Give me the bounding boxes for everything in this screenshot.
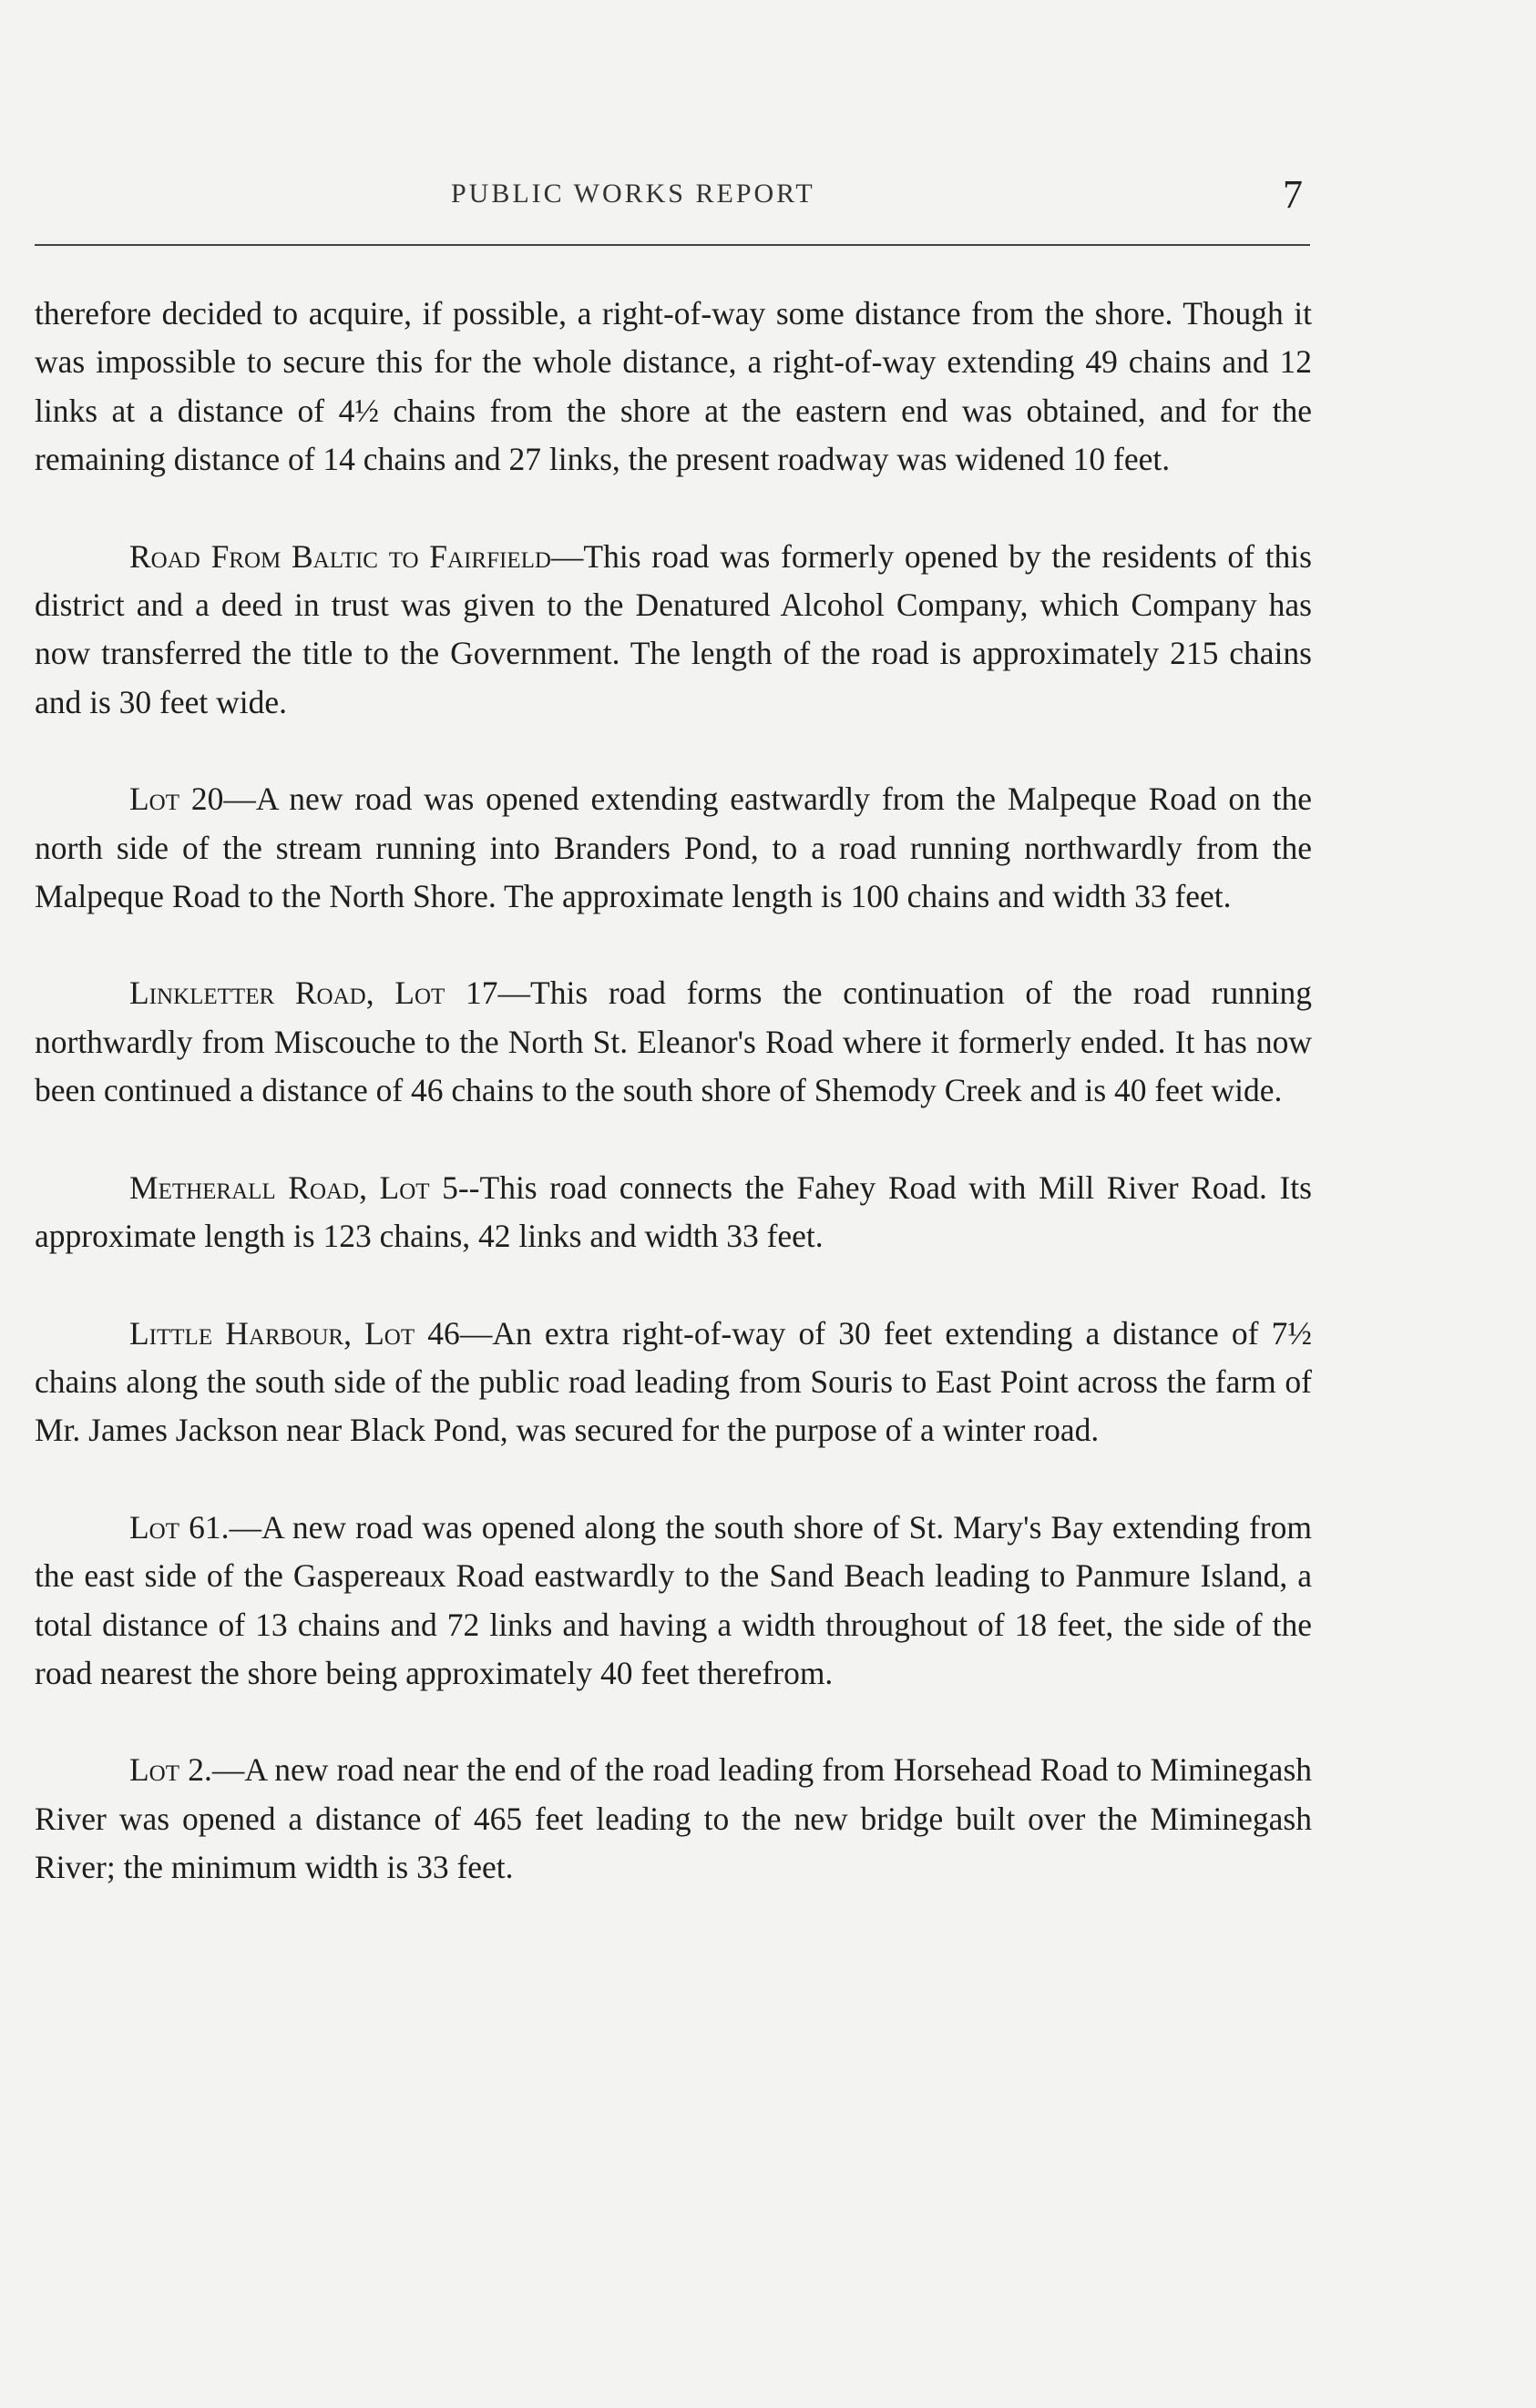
paragraph-metherall-road [35,1164,1312,1261]
paragraph-gap [35,1116,1312,1164]
paragraph-baltic-fairfield [35,533,1312,728]
paragraph-lot-20 [35,775,1312,921]
paragraph-heading: Lot 61. [129,1508,230,1546]
running-head-title: PUBLIC WORKS REPORT [451,179,815,209]
paragraph-heading: Linkletter Road, Lot 17 [129,974,498,1012]
paragraph-text: —An extra right-of-way of 30 feet extending a distance of 7½ chains along the south side of the public road leading from Souris to East Point across the farm of Mr. James Jackson near Black Pond, was secured for the purpose of a winter road. [35,1314,1312,1449]
paragraph-heading: Road From Baltic to Fairfield [129,537,551,575]
paragraph-heading: Lot 20 [129,781,224,818]
paragraph-continuation [35,290,1312,485]
paragraph-text: therefore decided to acquire, if possible, a right-of-way some distance from the shore. Though it was impossible to secure this for the whole distance, a right-of-way extending 49 chains and 12 links at a distance of 4½ chains from the shore at the eastern end was obtained, and for the remaining distance of 14 chains and 27 links, the present roadway was widened 10 feet. [35,295,1312,478]
paragraph-text: —A new road was opened along the south shore of St. Mary's Bay extending from the east side of the Gaspereaux Road eastwardly to the Sand Beach leading to Panmure Island, a total distance of 13 chains and 72 links and having a width throughout of 18 feet, the side of the road nearest the shore being approximately 40 feet therefrom. [35,1508,1312,1691]
header-rule [35,244,1310,246]
paragraph-text: —This road was formerly opened by the residents of this district and a deed in trust was given to the Denatured Alcohol Company, which Company has now transferred the title to the Government. The length of the road is approximately 215 chains and is 30 feet wide. [35,537,1312,720]
paragraph-gap [35,921,1312,969]
paragraph-text: --This road connects the Fahey Road with Mill River Road. Its approximate length is 123 chains, 42 links and width 33 feet. [35,1168,1312,1255]
paragraph-text: —A new road was opened extending eastwardly from the Malpeque Road on the north side of the stream running into Branders Pond, to a road running northwardly from the Malpeque Road to the North Shore. The approximate length is 100 chains and width 33 feet. [35,781,1313,915]
paragraph-linkletter-road [35,969,1312,1115]
page-number: 7 [1283,172,1303,217]
paragraph-gap [35,485,1312,533]
paragraph-text: —This road forms the continuation of the road running northwardly from Miscouche to the North St. Eleanor's Road where it formerly ended. It has now been continued a distance of 46 chains to the south shore of Shemody Creek and is 40 feet wide. [35,974,1313,1109]
paragraph-gap [35,1261,1312,1310]
paragraph-text: —A new road near the end of the road leading from Horsehead Road to Miminegash River was opened a distance of 465 feet leading to the new bridge built over the Miminegash River; the minimum width is 33 feet. [35,1751,1313,1886]
paragraph-lot-2 [35,1746,1312,1892]
paragraph-heading: Little Harbour, Lot 46 [129,1314,460,1352]
paragraph-lot-61 [35,1504,1312,1699]
body-text [35,290,1312,1893]
paragraph-gap [35,1455,1312,1504]
paragraph-heading: Lot 2. [129,1751,212,1789]
paragraph-little-harbour [35,1310,1312,1455]
paragraph-heading: Metherall Road, Lot 5 [129,1168,458,1206]
paragraph-gap [35,1698,1312,1746]
paragraph-gap [35,727,1312,775]
